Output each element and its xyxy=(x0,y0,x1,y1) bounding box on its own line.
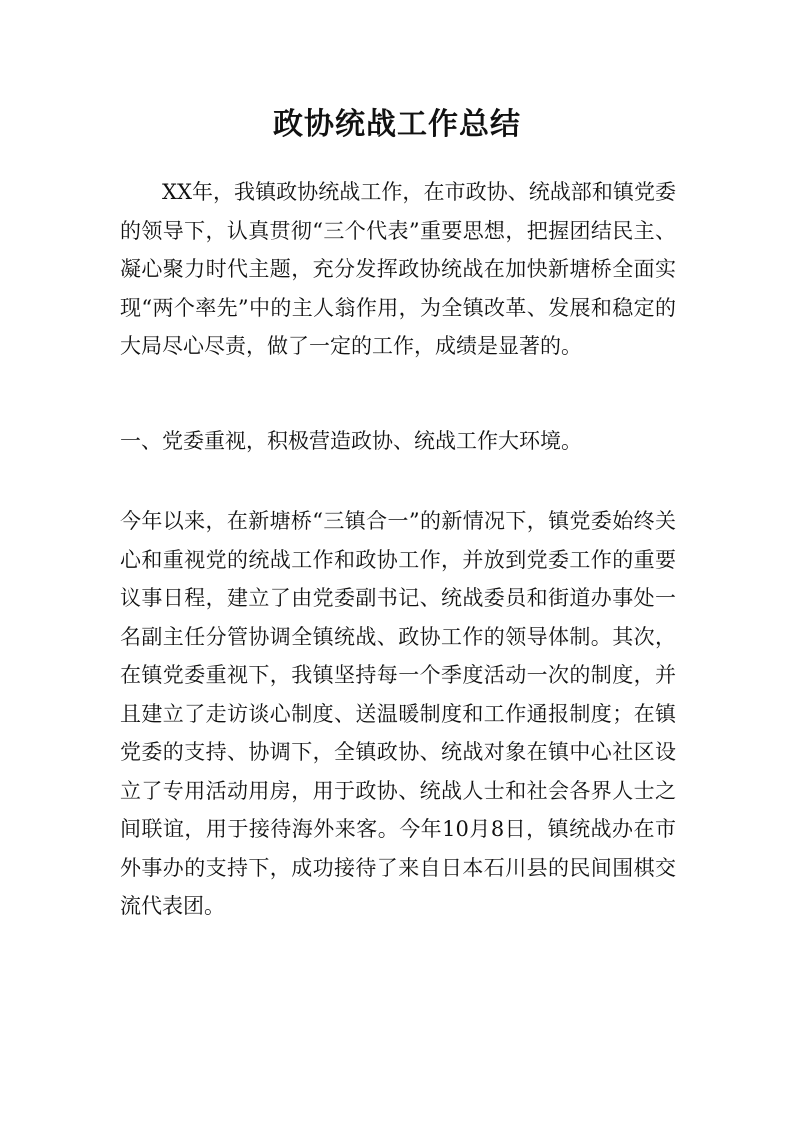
document-title: 政协统战工作总结 xyxy=(273,107,521,142)
section-1-paragraph: 今年以来，在新塘桥“三镇合一”的新情况下，镇党委始终关心和重视党的统战工作和政协工作，并放到党委工作的重要议事日程，建立了由党委副书记、统战委员和街道办事处一名副主任分管协调全镇统战、政协工作的领导体制。其次，在镇党委重视下，我镇坚持每一个季度活动一次的制度，并且建立了走访谈心制度、送温暖制度和工作通报制度；在镇党委的支持、协调下，全镇政协、统战对象在镇中心社区设立了专用活动用房，用于政协、统战人士和社会各界人士之间联谊，用于接待海外来客。今年10月8日，镇统战办在市外事办的支持下，成功接待了来自日本石川县的民间围棋交流代表团。 xyxy=(120,509,676,918)
intro-paragraph: XX年，我镇政协统战工作，在市政协、统战部和镇党委的领导下，认真贯彻“三个代表”重要思想，把握团结民主、凝心聚力时代主题，充分发挥政协统战在加快新塘桥全面实现“两个率先”中的主人翁作用，为全镇改革、发展和稳定的大局尽心尽责，做了一定的工作，成绩是显著的。 xyxy=(120,180,676,358)
section-1-heading: 一、党委重视，积极营造政协、统战工作大环境。 xyxy=(120,429,582,453)
